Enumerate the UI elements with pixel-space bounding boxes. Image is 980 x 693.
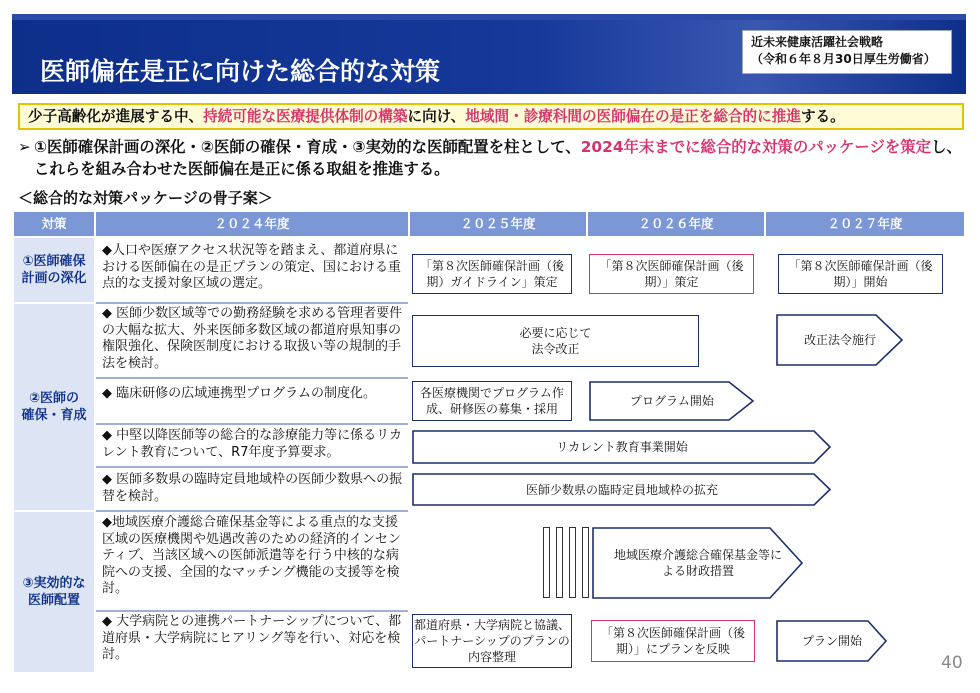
milestone-law-revision	[412, 315, 699, 367]
row-label-1-line-a: ①医師確保	[22, 254, 86, 269]
bullet-text-2: し、これらを組み合わせた医師偏在是正に係る取組を推進する。	[34, 138, 962, 178]
milestone-plan-reflection: 「第８次医師確保計画（後期）」にプランを反映	[591, 620, 755, 662]
header-measure: 対策	[14, 212, 94, 236]
row-label-3	[14, 512, 94, 672]
milestone-program-prep: 各医療機関でプログラム作成、研修医の募集・採用	[412, 381, 572, 421]
arrow-law-enforcement	[776, 314, 904, 366]
law-revision-line-b: 法令改正	[531, 342, 580, 356]
section-title: ＜総合的な対策パッケージの骨子案＞	[18, 189, 273, 207]
arrow-label: リカレント教育事業開始	[556, 440, 688, 454]
header-2025: ２０２５年度	[410, 212, 586, 236]
lead-emphasis-1: 持続可能な医療提供体制の構築	[203, 108, 408, 125]
arrow-program-start	[589, 381, 755, 421]
title-banner-stripe	[12, 14, 966, 20]
arrow-label: 地域医療介護総合確保基金等による財政措置	[613, 548, 782, 578]
measure-item-2: ◆ 医師少数区域等での勤務経験を求める管理者要件の大幅な拡大、外来医師多数区域の都道府県知事の権限強化、保険医制度における取扱い等の規制的手法を検討。	[102, 306, 403, 371]
bullet-text-1: ①医師確保計画の深化・②医師の確保・育成・③実効的な医師配置を柱として、	[34, 138, 581, 156]
row-label-2-line-a: ②医師の	[28, 391, 79, 406]
source-line-1: 近未来健康活躍社会戦略	[751, 35, 884, 49]
page-title: 医師偏在是正に向けた総合的な対策	[40, 57, 441, 86]
row-divider	[96, 377, 408, 379]
measure-item-5: ◆ 医師多数県の臨時定員地域枠の医師少数県への振替を検討。	[102, 472, 403, 504]
measure-item-6: ◆地域医療介護総合確保基金等による重点的な支援区域の医療機関や処遇改善のための経済的インセンティブ、当該区域への医師派遣等を行う中核的な病院への支援、全国的なマッチング機能の支援等を検討。	[102, 515, 402, 597]
header-2024: ２０２４年度	[96, 212, 408, 236]
law-revision-line-a: 必要に応じて	[519, 326, 592, 340]
arrow-plan-start	[776, 620, 888, 662]
row-label-1	[14, 238, 94, 302]
arrow-quota-expansion	[412, 473, 832, 506]
timeline-bar	[543, 527, 550, 598]
timeline-bar	[556, 527, 563, 598]
header-2026: ２０２６年度	[588, 212, 764, 236]
source-box	[742, 30, 952, 74]
row-label-1-line-b: 計画の深化	[21, 271, 87, 286]
row-label-3-line-b: 医師配置	[27, 593, 80, 608]
row-label-2-line-b: 確保・育成	[21, 408, 87, 423]
measure-item-1: ◆人口や医療アクセス状況等を踏まえ、都道府県における医師偏在の是正プランの策定、国における重点的な支援対象区域の選定。	[102, 243, 402, 292]
measure-item-3: ◆ 臨床研修の広域連携型プログラムの制度化。	[102, 386, 377, 401]
arrow-label: プログラム開始	[630, 394, 714, 408]
row-divider	[96, 610, 408, 612]
row-divider	[96, 510, 408, 512]
bullet-arrow-icon: ➢	[18, 138, 31, 156]
lead-text-1: 少子高齢化が進展する中、	[28, 108, 204, 125]
row-label-2	[14, 304, 94, 510]
row-divider	[96, 466, 408, 468]
source-line-2: （令和６年８月30日厚生労働省）	[751, 52, 936, 66]
measure-item-7: ◆ 大学病院との連携パートナーシップについて、都道府県・大学病院にヒアリング等を行い、対応を検討。	[102, 614, 402, 663]
lead-text-2: に向け、	[407, 108, 466, 125]
lead-emphasis-2: 地域間・診療科間の医師偏在の是正を総合的に推進	[465, 108, 801, 125]
arrow-financial-support	[592, 527, 804, 599]
timeline-bar	[582, 527, 589, 598]
lead-statement	[18, 103, 964, 130]
milestone-partnership-consultation: 都道府県・大学病院と協議、パートナーシップのプランの内容整理	[412, 614, 572, 668]
milestone-guideline: 「第８次医師確保計画（後期）ガイドライン」策定	[412, 254, 572, 294]
arrow-label: 医師少数県の臨時定員地域枠の拡充	[525, 482, 718, 497]
page-number: 40	[941, 653, 963, 673]
bullet-emphasis: 2024年末までに総合的な対策のパッケージを策定	[580, 138, 932, 156]
row-label-3-line-a: ③実効的な	[22, 576, 86, 591]
arrow-recurrent-education	[412, 430, 832, 464]
lead-text-3: する。	[800, 108, 845, 125]
milestone-plan-start: 「第８次医師確保計画（後期）」開始	[778, 254, 943, 294]
milestone-plan-formulation: 「第８次医師確保計画（後期）」策定	[589, 254, 754, 294]
row-divider	[96, 423, 408, 425]
measure-item-4: ◆ 中堅以降医師等の総合的な診療能力等に係るリカレント教育について、R7年度予算要求。	[102, 428, 403, 460]
row-divider	[96, 302, 408, 304]
arrow-label: プラン開始	[801, 634, 862, 648]
timeline-bar	[569, 527, 576, 598]
header-2027: ２０２７年度	[766, 212, 964, 236]
arrow-label: 改正法令施行	[803, 333, 876, 347]
